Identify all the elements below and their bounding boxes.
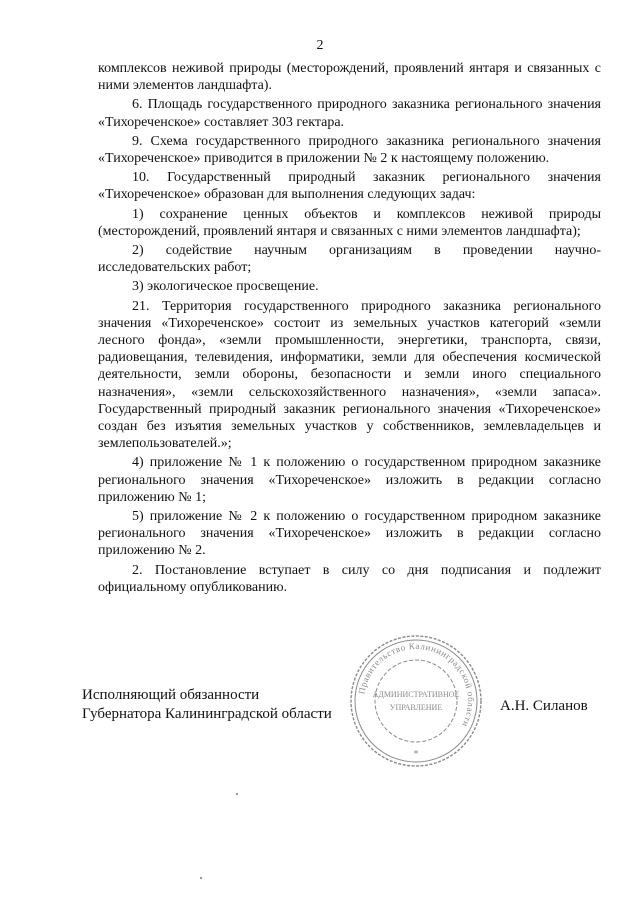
scan-speck [200,877,202,879]
document-body [98,60,601,598]
paragraph-task-3: 3) экологическое просвещение. [132,279,319,295]
paragraph-item-10: 10. Государственный природный заказник регионального значения «Тихореченское» образован для выполнения следующих задач: [98,170,601,203]
signatory-name: А.Н. Силанов [500,698,588,714]
paragraph-task-2: 2) содействие научным организациям в проведении научно-исследовательских работ; [98,243,601,276]
paragraph-item-6: 6. Площадь государственного природного заказника регионального значения «Тихореченское» составляет 303 гектара. [98,97,601,130]
paragraph-item-9: 9. Схема государственного природного заказника регионального значения «Тихореченское» приводится в приложении № 2 к настоящему положению. [98,133,601,167]
signatory-position [82,686,332,724]
paragraph-item-21: 21. Территория государственного природного заказника регионального значения «Тихореченское» состоит из земельных участков категорий «земли лесного фонда», «земли промышленности, энергетики, транспорта, связи, радиовещания, телевидения, информатики, земли для обеспечения космической деятельности, земли обороны, безопасности и земли иного специального назначения», «земли сельскохозяйственного назначения», «земли запаса». Государственный природный заказник регионального значения «Тихореченское» создан без изъятия земельных участков у собственников, землевладельцев и землепользователей.»; [98,298,601,452]
paragraph-task-1: 1) сохранение ценных объектов и комплексов неживой природы (месторождений, проявлений янтаря и связанных с ними элементов ландшафта); [98,206,601,239]
paragraph-amendment-5: 5) приложение № 2 к положению о государственном природном заказнике регионального значения «Тихореченское» изложить в редакции согласно приложению № 2. [98,509,601,559]
svg-text:УПРАВЛЕНИЕ: УПРАВЛЕНИЕ [389,703,443,712]
paragraph-amendment-4: 4) приложение № 1 к положению о государственном природном заказнике регионального значения «Тихореченское» изложить в редакции согласно приложению № 1; [98,455,601,505]
paragraph-effective-date: 2. Постановление вступает в силу со дня подписания и подлежит официальному опубликованию. [98,562,601,595]
page-number: 2 [316,38,324,53]
svg-text:*: * [413,749,419,760]
signatory-position-line1: Исполняющий обязанности [82,687,260,703]
signatory-position-line2: Губернатора Калининградской области [82,706,332,722]
scan-speck [236,793,238,795]
official-seal [348,633,484,769]
svg-text:Правительство Калининградской: Правительство Калининградской области [356,640,477,729]
paragraph-continuation: комплексов неживой природы (месторождений, проявлений янтаря и связанных с ними элементов ландшафта). [98,61,601,94]
svg-text:АДМИНИСТРАТИВНОЕ: АДМИНИСТРАТИВНОЕ [372,690,460,699]
